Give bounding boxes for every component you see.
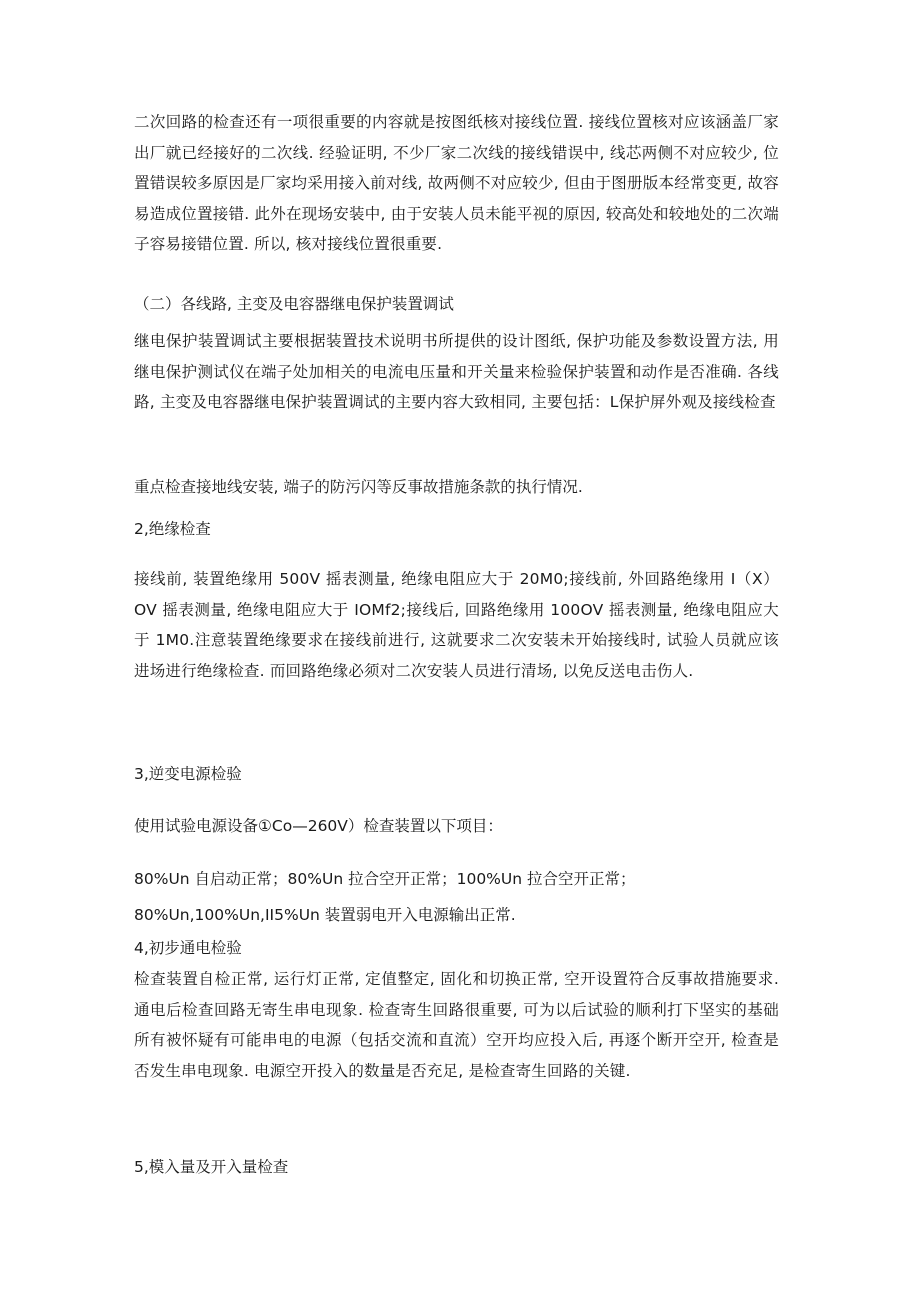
paragraph-text: 接线前, 装置绝缘用 500V 摇表测量, 绝缘电阻应大于 20M0;接线前, 外回路绝缘用 I（X）OV 摇表测量, 绝缘电阻应大于 IOMf2;接线后, 回路绝缘用 100OV 摇表测量, 绝缘电阻应大于 1M0.注意装置绝缘要求在接线前进行, 这就要求二次安装未开始接线时, 试验人员就应该进场进行绝缘检查. 而回路绝缘必须对二次安装人员进行清场, 以免反送电击伤人. (134, 570, 779, 680)
paragraph-text: 二次回路的检查还有一项很重要的内容就是按图纸核对接线位置. 接线位置核对应该涵盖厂家出厂就已经接好的二次线. 经验证明, 不少厂家二次线的接线错误中, 线芯两侧不对应较少, 位置错误较多原因是厂家均采用接入前对线, 故两侧不对应较少, 但由于图册版本经常变更, 故容易造成位置接错. 此外在现场安装中, 由于安装人员未能平视的原因, 较高处和较地处的二次端子容易接错位置. 所以, 核对接线位置很重要. (134, 113, 779, 253)
paragraph-text: 重点检查接地线安装, 端子的防污闪等反事故措施条款的执行情况. (134, 478, 583, 496)
subheading-initial-power-on (134, 937, 242, 959)
paragraph-voltage-tests-1 (134, 868, 636, 890)
section-heading-relay-protection (134, 293, 454, 315)
paragraph-text: 检查装置自检正常, 运行灯正常, 定值整定, 固化和切换正常, 空开设置符合反事故措施要求. 通电后检查回路无寄生串电现象. 检查寄生回路很重要, 可为以后试验的顺利打下坚实的基础所有被怀疑有可能串电的电源（包括交流和直流）空开均应投入后, 再逐个断开空开, 检查是否发生串电现象. 电源空开投入的数量是否充足, 是检查寄生回路的关键. (134, 970, 779, 1080)
subheading-insulation-check (134, 518, 211, 540)
heading-text: 4,初步通电检验 (134, 939, 242, 957)
paragraph-grounding-check (134, 476, 583, 498)
paragraph-insulation-details (134, 564, 779, 686)
heading-text: 3,逆变电源检验 (134, 765, 242, 783)
paragraph-text: 继电保护装置调试主要根据装置技术说明书所提供的设计图纸, 保护功能及参数设置方法, 用继电保护测试仪在端子处加相关的电流电压量和开关量来检验保护装置和动作是否准确. 各线路, 主变及电容器继电保护装置调试的主要内容大致相同, 主要包括：L保护屏外观及接线检查 (134, 332, 779, 411)
heading-text: 5,模入量及开入量检查 (134, 1158, 289, 1176)
paragraph-text: 使用试验电源设备①Co—260V）检查装置以下项目： (134, 817, 503, 835)
paragraph-test-power-supply (134, 815, 503, 837)
subheading-analog-input-check (134, 1156, 288, 1178)
heading-text: 2,绝缘检查 (134, 520, 211, 538)
paragraph-voltage-tests-2 (134, 904, 516, 926)
paragraph-wiring-position-check (134, 107, 779, 260)
subheading-inverter-power-check (134, 763, 242, 785)
paragraph-power-on-details (134, 964, 779, 1086)
heading-text: （二）各线路, 主变及电容器继电保护装置调试 (134, 295, 454, 313)
paragraph-relay-protection-intro (134, 326, 779, 418)
paragraph-text: 80%Un 自启动正常；80%Un 拉合空开正常；100%Un 拉合空开正常； (134, 870, 636, 888)
paragraph-text: 80%Un,100%Un,II5%Un 装置弱电开入电源输出正常. (134, 906, 516, 924)
